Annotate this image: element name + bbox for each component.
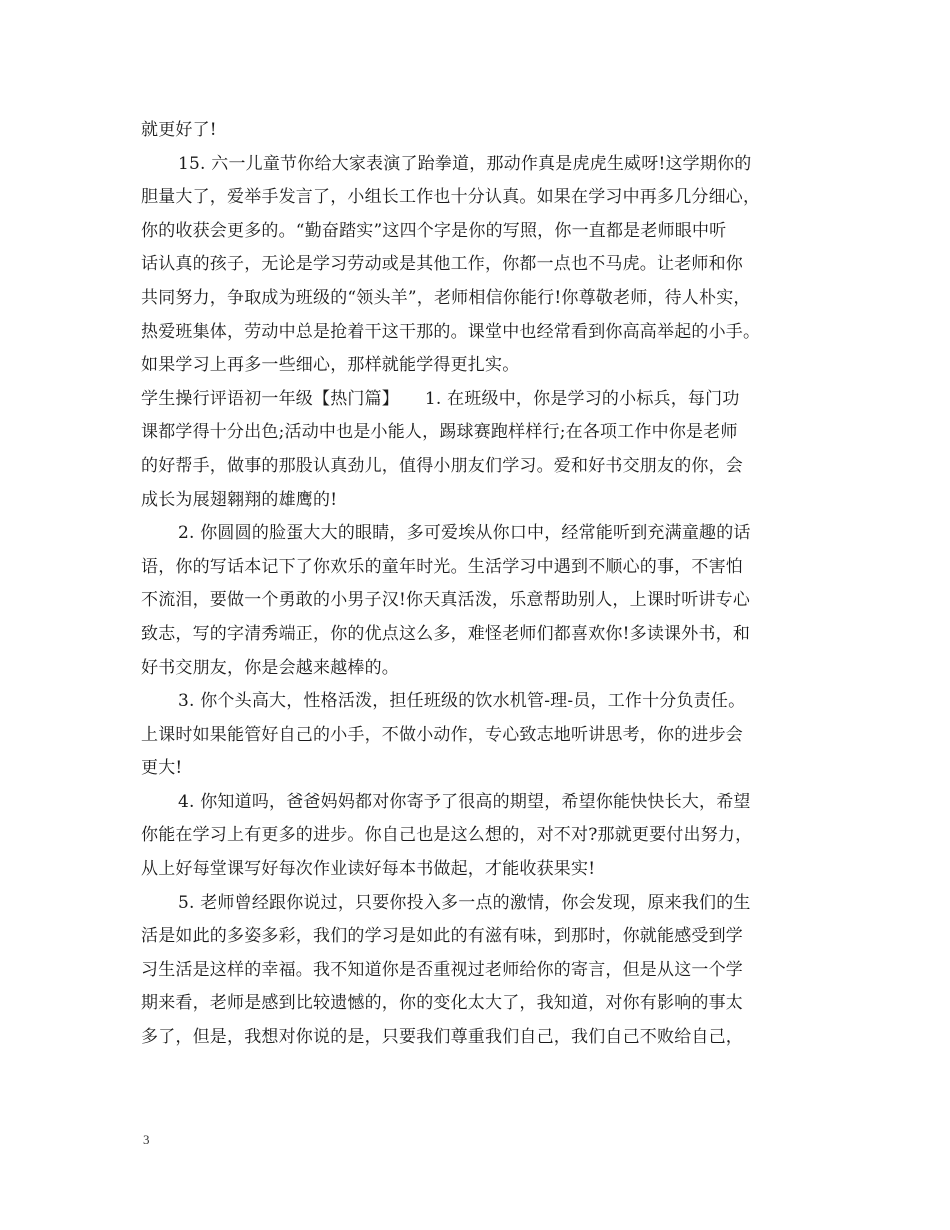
text-line: 的好帮手，做事的那股认真劲儿，值得小朋友们学习。爱和好书交朋友的你，会: [141, 455, 743, 476]
text-line: 成长为展翅翱翔的雄鹰的!: [141, 489, 338, 510]
text-line: 就更好了!: [141, 120, 217, 140]
text-line: 课都学得十分出色;活动中也是小能人，踢球赛跑样样行;在各项工作中你是老师: [141, 422, 738, 443]
text-line: 多了，但是，我想对你说的是，只要我们尊重我们自己，我们自己不败给自己，: [141, 1027, 743, 1048]
text-line: 不流泪，要做一个勇敢的小男子汉!你天真活泼，乐意帮助别人，上课时听讲专心: [141, 590, 751, 611]
text-line: 3. 你个头高大，性格活泼，担任班级的饮水机管-理-员，工作十分负责任。: [178, 691, 746, 712]
section-heading-line: 学生操行评语初一年级【热门篇】 1. 在班级中，你是学习的小标兵，每门功: [141, 388, 740, 409]
text-line: 胆量大了，爱举手发言了，小组长工作也十分认真。如果在学习中再多几分细心，: [141, 187, 761, 208]
text-line: 好书交朋友，你是会越来越棒的。: [141, 657, 399, 678]
document-body: [141, 114, 813, 1055]
text-line: 2. 你圆圆的脸蛋大大的眼睛，多可爱埃从你口中，经常能听到充满童趣的话: [178, 523, 751, 544]
text-line: 如果学习上再多一些细心，那样就能学得更扎实。: [141, 355, 520, 376]
text-line: 期来看，老师是感到比较遗憾的，你的变化太大了，我知道，对你有影响的事太: [141, 993, 743, 1014]
text-line: 语，你的写话本记下了你欢乐的童年时光。生活学习中遇到不顺心的事，不害怕: [141, 556, 743, 577]
text-line: 你能在学习上有更多的进步。你自己也是这么想的，对不对?那就更要付出努力，: [141, 825, 753, 846]
text-line: 4. 你知道吗，爸爸妈妈都对你寄予了很高的期望，希望你能快快长大，希望: [178, 791, 751, 812]
text-line: 习生活是这样的幸福。我不知道你是否重视过老师给你的寄言，但是从这一个学: [141, 959, 743, 980]
text-line: 更大!: [141, 758, 183, 779]
text-line: 5. 老师曾经跟你说过，只要你投入多一点的激情，你会发现，原来我们的生: [178, 892, 751, 913]
text-line: 话认真的孩子，无论是学习劳动或是其他工作，你都一点也不马虎。让老师和你: [141, 254, 743, 275]
text-line: 从上好每堂课写好每次作业读好每本书做起，才能收获果实!: [141, 859, 596, 880]
text-line: 热爱班集体，劳动中总是抢着干这干那的。课堂中也经常看到你高高举起的小手。: [141, 321, 761, 342]
text-line: 活是如此的多姿多彩，我们的学习是如此的有滋有味，到那时，你就能感受到学: [141, 926, 743, 947]
text-line: 致志，写的字清秀端正，你的优点这么多，难怪老师们都喜欢你!多读课外书，和: [141, 623, 751, 644]
text-line: 共同努力，争取成为班级的“领头羊”，老师相信你能行!你尊敬老师，待人朴实，: [141, 287, 751, 308]
text-line: 15. 六一儿童节你给大家表演了跆拳道，那动作真是虎虎生威呀!这学期你的: [178, 153, 752, 174]
text-line: 上课时如果能管好自己的小手，不做小动作，专心致志地听讲思考，你的进步会: [141, 724, 743, 745]
page-number: 3: [143, 1132, 150, 1147]
text-line: 你的收获会更多的。“勤奋踏实”这四个字是你的写照，你一直都是老师眼中听: [141, 220, 727, 241]
